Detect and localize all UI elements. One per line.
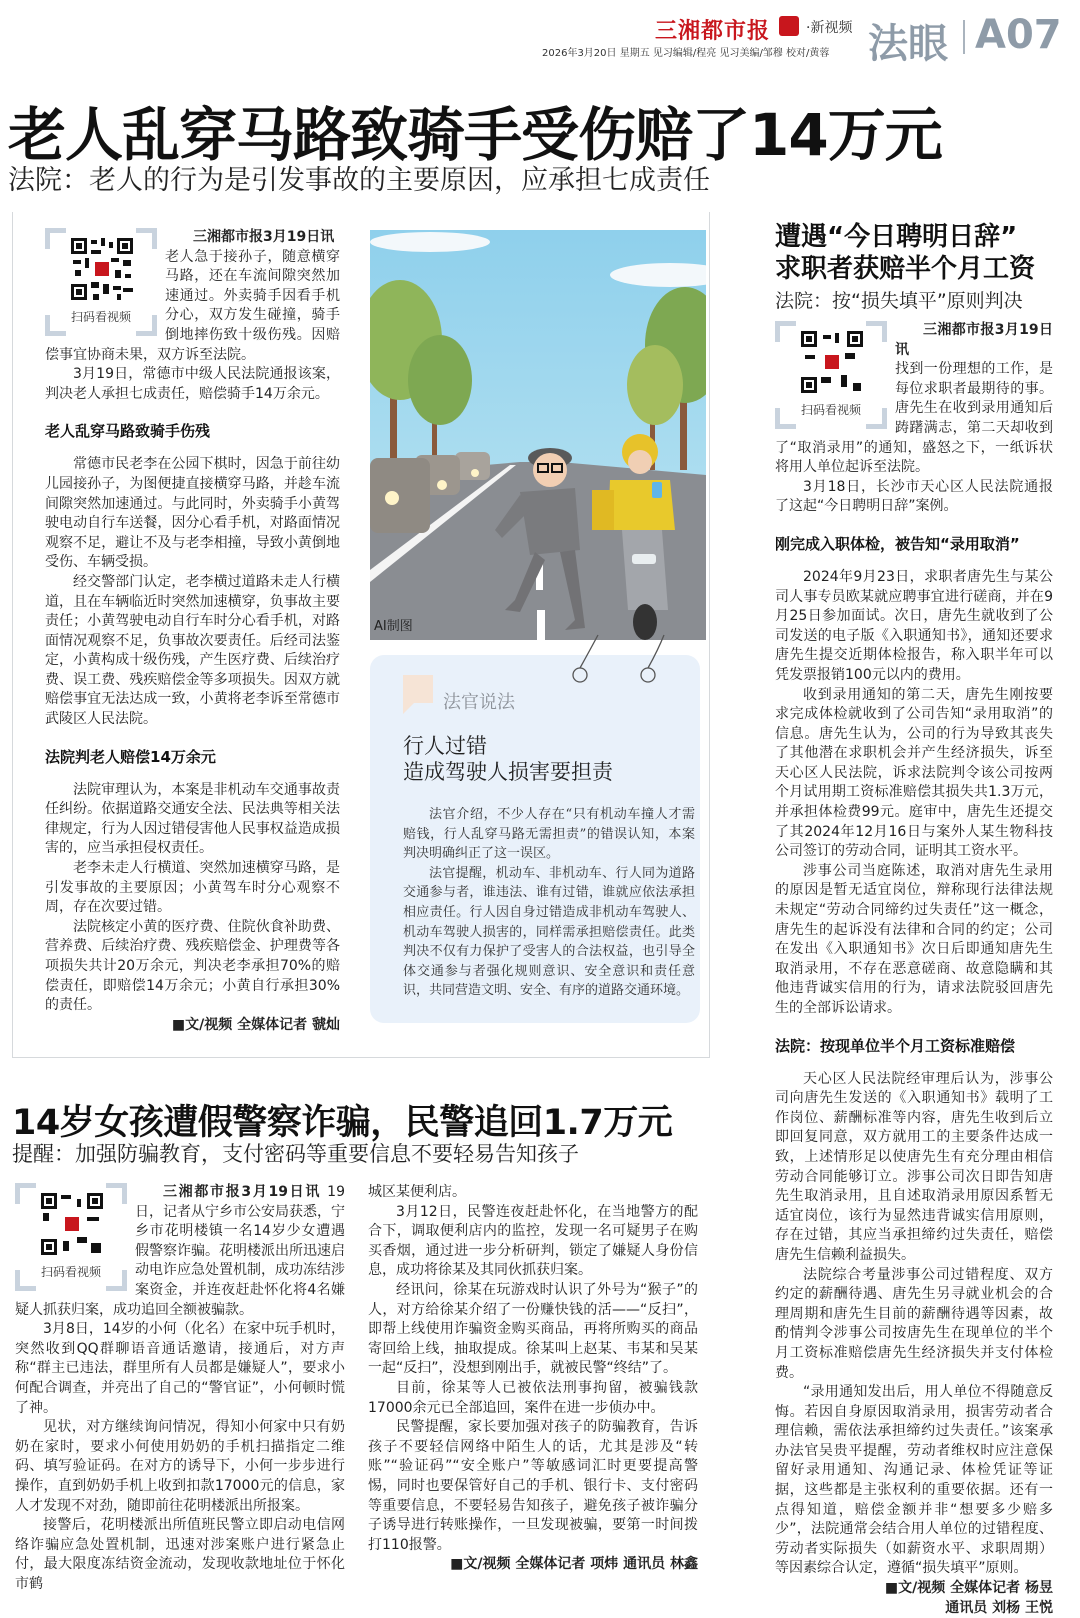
article1-headline: 老人乱穿马路致骑手受伤赔了14万元 — [8, 101, 942, 169]
paragraph: 法官提醒，机动车、非机动车、行人同为道路交通参与者，谁违法、谁有过错，谁就应依法承担相应责任。行人因自身过错造成非机动车驾驶人、机动车驾驶人损害的，同样需承担赔偿责任。此类判决不仅有力保护了受害人的合法权益，也引导全体交通参与者强化规则意识、安全意识和责任意识，共同营造文明、安全、有序的道路交通环境。 — [403, 865, 695, 999]
section-heading: 刚完成入职体检，被告知“录用取消” — [775, 534, 1020, 553]
box-label: 法官说法 — [443, 692, 515, 713]
qr-code-block[interactable] — [775, 321, 887, 429]
image-caption: AI制图 — [374, 619, 413, 634]
binder-rings-icon — [560, 630, 670, 690]
dateline: 三湘都市报3月19日讯 — [193, 229, 335, 245]
paragraph: 目前，徐某等人已被依法刑事拘留，被骗钱款17000余元已全部追回，案件在进一步侦办中。 — [368, 1379, 698, 1416]
section-heading: 法院判老人赔偿14万余元 — [45, 747, 216, 766]
paragraph: 经讯问，徐某在玩游戏时认识了外号为“猴子”的人，对方给徐某介绍了一份赚快钱的活——“反扫”，即帮上线使用诈骗资金购买商品，再将所购买的商品寄回给上线，抽取提成。徐某叫上赵某、韦某和吴某一起“反扫”，没想到刚出手，就被民警“终结”了。 — [368, 1281, 698, 1377]
paragraph: 见状，对方继续询问情况，得知小何家中只有奶奶在家时，要求小何使用奶奶的手机扫描指定二维码、填写验证码。在对方的诱导下，小何一步步进行操作，直到奶奶手机上收到扣款17000元的信息，家人才发现不对劲，随即前往花明楼派出所报案。 — [15, 1419, 345, 1514]
article3-column-1 — [15, 1183, 345, 1594]
box-title-line: 行人过错 — [403, 734, 487, 758]
qr-code-icon — [41, 1193, 103, 1255]
paragraph: 3月18日，长沙市天心区人民法院通报了这起“今日聘明日辞”案例。 — [775, 478, 1053, 515]
paragraph: 法官介绍，不少人存在“只有机动车撞人才需赔钱，行人乱穿马路无需担责”的错误认知，本案判决明确纠正了这一误区。 — [403, 807, 695, 862]
paragraph: 城区某便利店。 — [368, 1184, 466, 1200]
paragraph: 法院审理认为，本案是非机动车交通事故责任纠纷。依据道路交通安全法、民法典等相关法律规定，行为人因过错侵害他人民事权益造成损害的，应当承担侵权责任。 — [45, 781, 340, 857]
car — [370, 458, 430, 533]
lead-paragraph: 老人急于接孙子，随意横穿马路，还在车流间隙突然加速通过。外卖骑手因看手机分心，双方发生碰撞，骑手倒地摔伤致十级伤残。因赔偿事宜协商未果，双方诉至法院。 — [45, 248, 340, 363]
qr-code-icon — [71, 238, 133, 300]
box-title — [403, 733, 613, 785]
headline-line: 遭遇“今日聘明日辞” — [775, 222, 1018, 252]
qr-code-icon — [801, 331, 863, 393]
article3-subhead: 提醒：加强防骗教育，支付密码等重要信息不要轻易告知孩子 — [12, 1142, 579, 1166]
paragraph: 天心区人民法院经审理后认为，涉事公司向唐先生发送的《入职通知书》载明了工作岗位、薪酬标准等内容，唐先生收到后立即回复同意，双方就用工的主要条件达成一致，上述情形足以使唐先生有充分理由相信劳动合同能够订立。涉事公司次日即告知唐先生取消录用，且自述取消录用原因系暂无适宜岗位，该行为显然违背诚实信用原则，存在过错，其应当承担缔约过失责任，赔偿唐先生信赖利益损失。 — [775, 1070, 1053, 1263]
byline: ■文/视频 全媒体记者 杨昱 — [884, 1580, 1053, 1597]
issue-meta: 2026年3月20日 星期五 见习编辑/程亮 见习美编/邹穆 校对/黄蓉 — [542, 48, 830, 59]
ai-illustration — [370, 230, 706, 640]
dateline: 三湘都市报3月19日讯 — [895, 322, 1053, 358]
article1-subhead: 法院：老人的行为是引发事故的主要原因，应承担七成责任 — [8, 165, 710, 196]
qr-label: 扫码看视频 — [800, 403, 861, 417]
paragraph: 老李未走人行横道、突然加速横穿马路，是引发事故的主要原因；小黄驾车时分心观察不周，存在次要过错。 — [45, 860, 340, 916]
qr-code-block[interactable] — [15, 1183, 127, 1291]
video-brand: ·新视频 — [806, 20, 853, 36]
byline: ■文/视频 全媒体记者 项炜 通讯员 林鑫 — [450, 1556, 698, 1573]
paragraph: 法院核定小黄的医疗费、住院伙食补助费、营养费、后续治疗费、残疾赔偿金、护理费等各项损失共计20万余元，判决老李承担70%的赔偿责任，即赔偿14万余元；小黄自行承担30%的责任。 — [45, 918, 340, 1014]
article3-column-2 — [368, 1183, 698, 1575]
video-brand-logo-icon — [779, 16, 799, 36]
lead-paragraph: 19日，记者从宁乡市公安局获悉，宁乡市花明楼镇一名14岁少女遭遇假警察诈骗。花明楼派出所迅速启动电诈应急处置机制，成功冻结涉案资金，并连夜赶赴怀化将4名嫌疑人抓获归案，成功追回全额被骗款。 — [15, 1184, 345, 1318]
paragraph: 法院综合考量涉事公司过错程度、双方约定的薪酬待遇、唐先生另寻就业机会的合理周期和唐先生目前的薪酬待遇等因素，故酌情判令涉事公司按唐先生在现单位的半个月工资标准赔偿唐先生经济损失并支付体检费。 — [775, 1266, 1053, 1381]
section-heading: 老人乱穿马路致骑手伤残 — [45, 422, 211, 441]
cloud — [370, 232, 490, 252]
section-name: 法眼 — [868, 21, 948, 67]
paragraph: 3月19日，常德市中级人民法院通报该案，判决老人承担七成责任，赔偿骑手14万余元。 — [45, 366, 340, 402]
paragraph: “录用通知发出后，用人单位不得随意反悔。若因自身原因取消录用，损害劳动者合理信赖，需依法承担缔约过失责任。”该案承办法官吴贵平提醒，劳动者维权时应注意保留好录用通知、沟通记录、体检凭证等证据，这些都是主张权利的重要依据。还有一点得知道，赔偿金额并非“想要多少赔多少”，法院通常会结合用人单位的过错程度、劳动者实际损失（如薪资水平、求职周期）等因素综合认定，遵循“损失填平”原则。 — [775, 1384, 1053, 1577]
article1-column — [45, 228, 340, 1035]
speech-bubble-icon — [403, 675, 433, 703]
article2-subhead: 法院：按“损失填平”原则判决 — [775, 290, 1023, 312]
article2-column — [775, 321, 1053, 1618]
paragraph: 收到录用通知的第二天，唐先生刚按要求完成体检就收到了公司告知“录用取消”的信息。唐先生认为，公司的行为导致其丧失了其他潜在求职机会并产生经济损失，诉至天心区人民法院，诉求法院判令该公司按两个月试用期工资标准赔偿其损失共1.3万元，并承担体检费99元。庭审中，唐先生还提交了其2024年12月16日与案外人某生物科技公司签订的劳动合同，证明其工资水平。 — [775, 686, 1053, 860]
car — [455, 452, 490, 480]
paragraph: 接警后，花明楼派出所值班民警立即启动电信网络诈骗应急处置机制，迅速对涉案账户进行紧急止付，最大限度冻结资金流动，发现收款地址位于怀化市鹤 — [15, 1517, 345, 1592]
article2-headline — [775, 221, 1035, 285]
article3-headline: 14岁女孩遭假警察诈骗，民警追回1.7万元 — [12, 1103, 673, 1143]
divider — [963, 20, 965, 54]
page-number: A07 — [975, 12, 1062, 58]
paragraph: 涉事公司当庭陈述，取消对唐先生录用的原因是暂无适宜岗位，辩称现行法律法规未规定“劳动合同缔约过失责任”这一概念，唐先生的起诉没有法律和合同的约定；公司在发出《入职通知书》次日后即通知唐先生取消录用，不存在恶意磋商、故意隐瞒和其他违背诚实信用的行为，请求法院驳回唐先生的全部诉讼请求。 — [775, 862, 1053, 1016]
qr-label: 扫码看视频 — [70, 310, 131, 324]
paragraph: 3月8日，14岁的小何（化名）在家中玩手机时，突然收到QQ群聊语音通话邀请，接通后，对方声称“群主已违法，群里所有人员都是嫌疑人”，要求小何配合调查，并亮出了自己的“警官证”，小何顿时慌了神。 — [15, 1321, 345, 1416]
qr-label: 扫码看视频 — [40, 1265, 101, 1279]
speech-bubble-tail — [403, 702, 415, 714]
paragraph: 3月12日，民警连夜赶赴怀化，在当地警方的配合下，调取便利店内的监控，发现一名可疑男子在购买香烟，通过进一步分析研判，锁定了嫌疑人身份信息，成功将徐某及其同伙抓获归案。 — [368, 1203, 698, 1279]
paragraph: 2024年9月23日，求职者唐先生与某公司人事专员欧某就应聘事宜进行磋商，并在9月25日参加面试。次日，唐先生就收到了公司发送的电子版《入职通知书》，通知还要求唐先生提交近期体检报告，称入职半年可以凭发票报销100元以内的费用。 — [775, 568, 1053, 683]
box-title-line: 造成驾驶人损害要担责 — [403, 760, 613, 784]
byline: ■文/视频 全媒体记者 虢灿 — [171, 1016, 340, 1033]
lead-paragraph: 找到一份理想的工作，是每位求职者最期待的事。唐先生在收到录用通知后踌躇满志，第二天却收到了“取消录用”的通知，盛怒之下，一纸诉状将用人单位起诉至法院。 — [775, 361, 1053, 476]
dateline: 三湘都市报3月19日讯 — [163, 1184, 322, 1200]
paragraph: 民警提醒，家长要加强对孩子的防骗教育，告诉孩子不要轻信网络中陌生人的话，尤其是涉及“转账”“验证码”“安全账户”等敏感词汇时更要提高警惕，同时也要保管好自己的手机、银行卡、支付密码等重要信息，不要轻易告知孩子，避免孩子被诈骗分子诱导进行转账操作，一旦发现被骗，要第一时间拨打110报警。 — [368, 1419, 698, 1553]
box-text — [403, 805, 695, 1001]
newspaper-logo: 三湘都市报 — [655, 19, 771, 44]
byline: 通讯员 刘杨 王悦 — [945, 1599, 1053, 1616]
headline-line: 求职者获赔半个月工资 — [775, 254, 1036, 284]
section-heading: 法院：按现单位半个月工资标准赔偿 — [775, 1036, 1016, 1055]
qr-code-block[interactable] — [45, 228, 157, 336]
paragraph: 常德市民老李在公园下棋时，因急于前往幼儿园接孙子，为图便捷直接横穿马路，并趁车流间隙突然加速通过。与此同时，外卖骑手小黄驾驶电动自行车送餐，因分心看手机，对路面情况观察不足，避让不及与老李相撞，导致小黄倒地受伤、车辆受损。 — [45, 456, 340, 571]
paragraph: 经交警部门认定，老李横过道路未走人行横道，且在车辆临近时突然加速横穿，负事故主要责任；小黄驾驶电动自行车时分心看手机，对路面情况观察不足，负事故次要责任。后经司法鉴定，小黄构成十级伤残，产生医疗费、后续治疗费、误工费、残疾赔偿金等多项损失。因双方就赔偿事宜无法达成一致，小黄将老李诉至常德市武陵区人民法院。 — [45, 573, 340, 728]
